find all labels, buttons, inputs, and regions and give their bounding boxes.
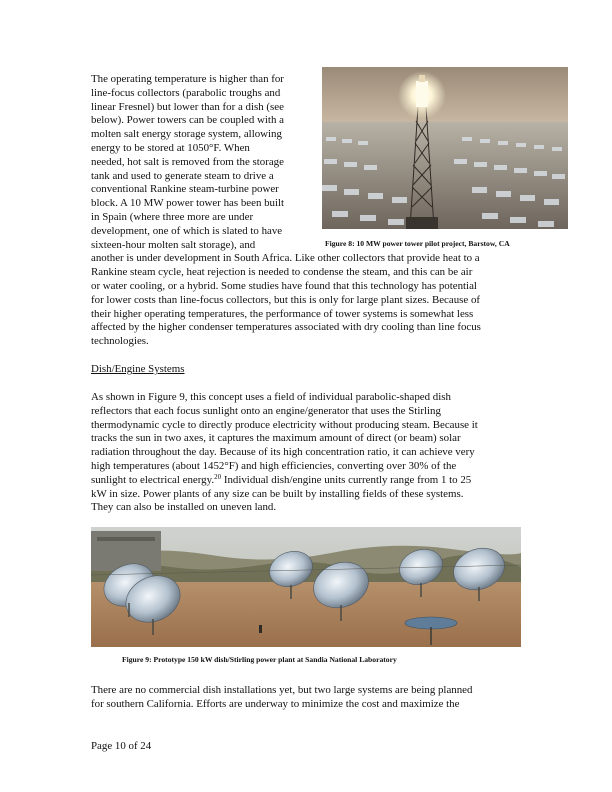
text-line [91, 474, 478, 488]
text-line: line-focus collectors (parabolic troughs and [91, 86, 281, 99]
text-line: Rankine steam cycle, heat rejection is needed to condense the steam, and this can be air [91, 266, 473, 279]
figure-8-image [322, 67, 568, 229]
text-line: radiation throughout the day. Because of its high concentration ratio, it can achieve very [91, 446, 475, 459]
dish-paragraph [91, 391, 478, 515]
footnote-reference: 20 [214, 472, 222, 481]
text-segment: sunlight to electrical energy. [91, 473, 215, 486]
dish-stirling-field-photo-icon [91, 527, 521, 647]
text-line: high temperatures (about 1452°F) and high efficiencies, converting over 30% of the [91, 459, 457, 472]
text-line: affected by the higher condenser temperatures associated with dry cooling than line focus [91, 321, 481, 334]
figure-8-caption: Figure 8: 10 MW power tower pilot project, Barstow, CA [325, 239, 510, 248]
text-line: for southern California. Efforts are underway to minimize the cost and maximize the [91, 697, 460, 710]
text-line: technologies. [91, 335, 149, 348]
text-line: sixteen-hour molten salt storage), and [91, 238, 256, 251]
text-line: tracks the sun in two axes, it captures the maximum amount of direct (or beam) solar [91, 432, 461, 445]
text-line: molten salt energy storage system, allowing [91, 128, 282, 141]
text-line: As shown in Figure 9, this concept uses a field of individual parabolic-shaped dish [91, 391, 451, 403]
text-line: The operating temperature is higher than for [91, 73, 284, 85]
text-line: linear Fresnel) but lower than for a dish (see [91, 100, 284, 113]
text-line: block. A 10 MW power tower has been built [91, 197, 285, 210]
text-line: conventional Rankine steam-turbine power [91, 183, 279, 196]
text-line: There are no commercial dish installations yet, but two large systems are being planned [91, 684, 473, 696]
text-line: needed, hot salt is removed from the storage [91, 155, 284, 168]
text-line: development, one of which is slated to have [91, 224, 283, 237]
power-tower-photo-icon [322, 67, 568, 229]
text-line: their higher operating temperatures, the performance of tower systems is somewhat less [91, 307, 474, 320]
figure-9-caption: Figure 9: Prototype 150 kW dish/Stirling power plant at Sandia National Laboratory [122, 655, 397, 664]
text-segment: Individual dish/engine units currently range from 1 to 25 [221, 473, 472, 486]
text-line: thermodynamic cycle to directly produce electricity without producing steam. Because it [91, 418, 478, 431]
bottom-paragraph [91, 684, 472, 712]
text-line: or water cooling, or a hybrid. Some studies have found that this technology has potential [91, 279, 477, 292]
text-line: tank and used to generate steam to drive a [91, 169, 274, 182]
page-number: Page 10 of 24 [91, 740, 152, 752]
section-heading: Dish/Engine Systems [91, 363, 185, 375]
text-line: kW in size. Power plants of any size can be built by installing fields of these systems. [91, 487, 464, 500]
text-line: They can also be installed on uneven land. [91, 501, 277, 514]
text-line: reflectors that each focus sunlight onto an engine/generator that uses the Stirling [91, 404, 441, 417]
text-line: another is under development in South Africa. Like other collectors that provide heat to a [91, 252, 480, 265]
text-line: energy to be stored at 1050°F. When [91, 141, 250, 154]
figure-9-image [91, 527, 521, 647]
text-line: below). Power towers can be coupled with a [91, 114, 284, 127]
text-line: for lower costs than line-focus collectors, but this is only for large plant sizes. Because of [91, 293, 481, 306]
text-line: in Spain (where three more are under [91, 210, 254, 223]
